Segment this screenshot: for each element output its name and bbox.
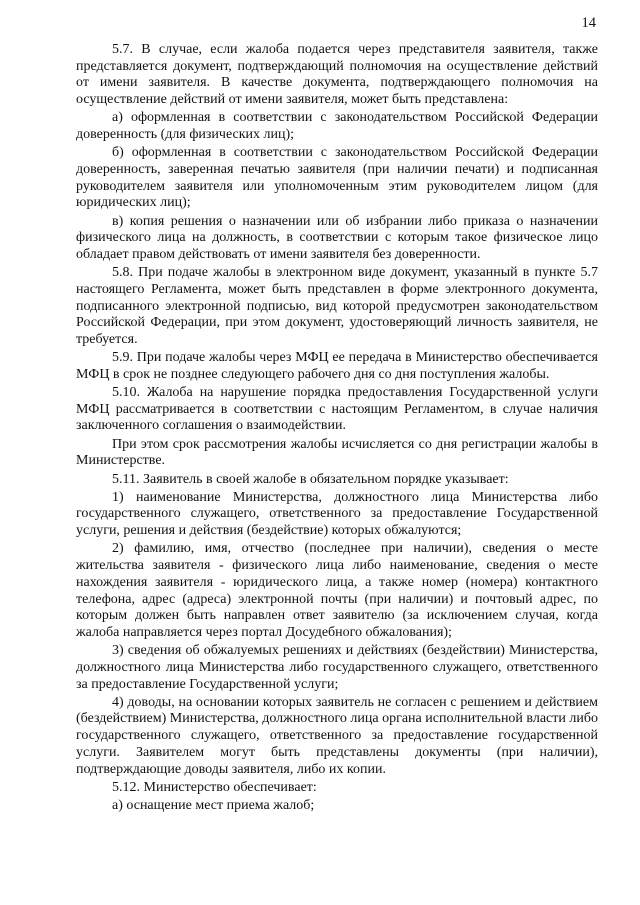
- paragraph-5-11-3: 3) сведения об обжалуемых решениях и действиях (бездействии) Министерства, должностного лица Министерства либо государственного служащего, ответственного за предоставление Государственной услуги;: [76, 643, 598, 692]
- paragraph-5-12: 5.12. Министерство обеспечивает:: [112, 779, 317, 795]
- paragraph-5-12-a: а) оснащение мест приема жалоб;: [112, 797, 315, 813]
- paragraph-5-7: 5.7. В случае, если жалоба подается через представителя заявителя, также представляется документ, подтверждающий полномочия на осуществление действий от имени заявителя. В качестве документа, подтверждающего полномочия на осуществление действий от имени заявителя, может быть представлена:: [76, 42, 598, 108]
- paragraph-5-7-a: а) оформленная в соответствии с законодательством Российской Федерации доверенность (для физических лиц);: [76, 110, 598, 143]
- paragraph-5-11-1: 1) наименование Министерства, должностного лица Министерства либо государственного служащего, ответственного за предоставление Государственной услуги, решения и действия (бездействие) которых обжалуются;: [76, 489, 598, 539]
- paragraph-5-11-2: 2) фамилию, имя, отчество (последнее при наличии), сведения о месте жительства заявителя - физического лица либо наименование, сведения о месте нахождения заявителя - юридического лица, а также номер (номера) контактного телефона, адрес (адреса) электронной почты (при наличии) и почтовый адрес, по которым должен быть направлен ответ заявителю (за исключением случая, когда жалоба направляется через портал Досудебного обжалования);: [76, 541, 598, 640]
- paragraph-5-10: 5.10. Жалоба на нарушение порядка предоставления Государственной услуги МФЦ рассматривается в соответствии с настоящим Регламентом, в случае наличия заключенного соглашения о взаимодействии.: [76, 385, 598, 434]
- paragraph-5-8: 5.8. При подаче жалобы в электронном виде документ, указанный в пункте 5.7 настоящего Регламента, может быть представлен в форме электронного документа, подписанного электронной подписью, вид которой предусмотрен законодательством Российской Федерации, при этом документ, удостоверяющий личность заявителя, не требуется.: [76, 265, 598, 347]
- paragraph-5-10-note: При этом срок рассмотрения жалобы исчисляется со дня регистрации жалобы в Министерстве.: [76, 436, 598, 469]
- paragraph-5-11: 5.11. Заявитель в своей жалобе в обязательном порядке указывает:: [112, 471, 509, 487]
- page-number: 14: [581, 15, 596, 31]
- paragraph-5-9: 5.9. При подаче жалобы через МФЦ ее передача в Министерство обеспечивается МФЦ в срок не позднее следующего рабочего дня со дня поступления жалобы.: [76, 350, 598, 382]
- document-body: [76, 42, 598, 816]
- paragraph-5-7-c: в) копия решения о назначении или об избрании либо приказа о назначении физического лица на должность, в соответствии с которым такое физическое лицо обладает правом действовать от имени заявителя без доверенности.: [76, 213, 598, 262]
- paragraph-5-11-4: 4) доводы, на основании которых заявитель не согласен с решением и действием (бездействием) Министерства, должностного лица органа исполнительной власти либо государственного служащего, ответственного за предоставление государственной услуги. Заявителем могут быть представлены документы (при наличии), подтверждающие доводы заявителя, либо их копии.: [76, 694, 598, 777]
- paragraph-5-7-b: б) оформленная в соответствии с законодательством Российской Федерации доверенность, заверенная печатью заявителя (при наличии печати) и подписанная руководителем заявителя или уполномоченным этим руководителем лицом (для юридических лиц);: [76, 145, 598, 211]
